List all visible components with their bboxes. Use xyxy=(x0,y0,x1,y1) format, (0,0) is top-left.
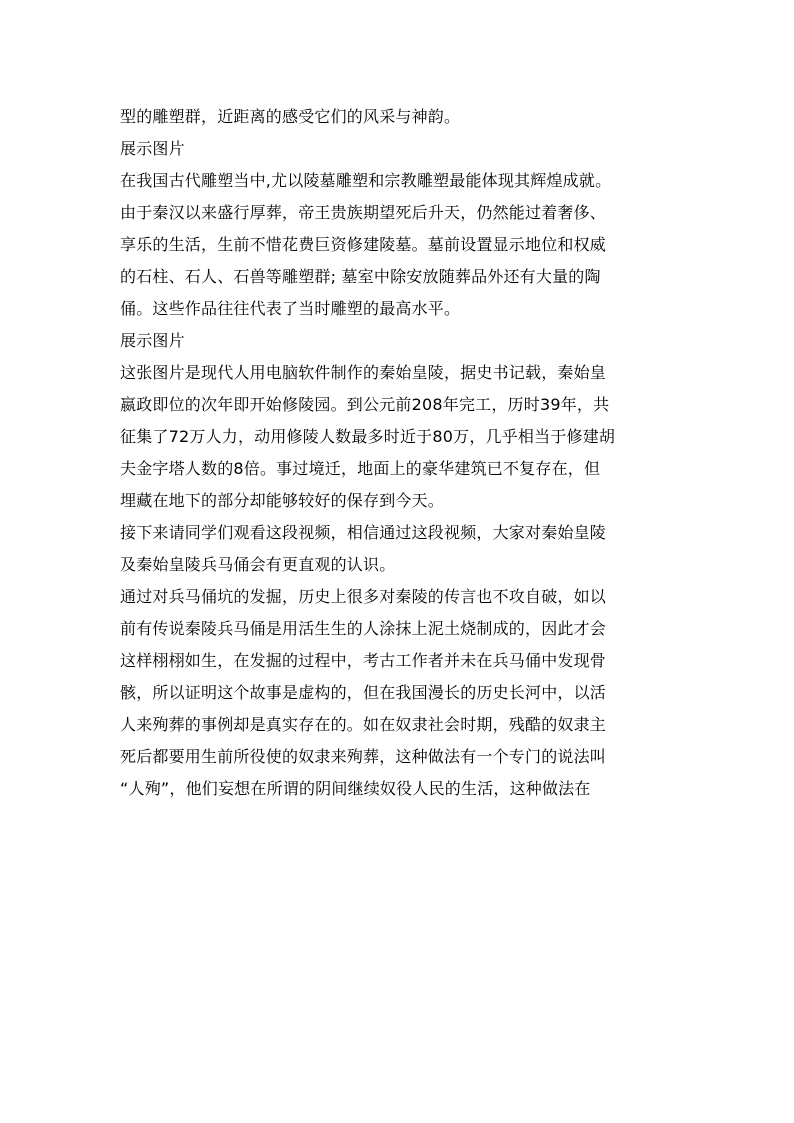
text-line: 及秦始皇陵兵马俑会有更直观的认识。 xyxy=(120,555,396,574)
text-line: 征集了72万人力，动用修陵人数最多时近于80万，几乎相当于修建胡 xyxy=(120,427,616,446)
text-line: 由于秦汉以来盛行厚葬，帝王贵族期望死后升天，仍然能过着奢侈、 xyxy=(120,203,607,222)
text-line: 享乐的生活，生前不惜花费巨资修建陵墓。墓前设置显示地位和权威 xyxy=(120,235,607,254)
text-line: 俑。这些作品往往代表了当时雕塑的最高水平。 xyxy=(120,299,461,318)
text-line: 接下来请同学们观看这段视频，相信通过这段视频，大家对秦始皇陵 xyxy=(120,523,607,542)
text-line: 型的雕塑群，近距离的感受它们的风采与神韵。 xyxy=(120,107,461,126)
text-line: 这张图片是现代人用电脑软件制作的秦始皇陵，据史书记载，秦始皇 xyxy=(120,363,607,382)
text-line: 死后都要用生前所役使的奴隶来殉葬，这种做法有一个专门的说法叫 xyxy=(120,747,607,766)
document-text xyxy=(120,101,680,805)
text-line: 在我国古代雕塑当中,尤以陵墓雕塑和宗教雕塑最能体现其辉煌成就。 xyxy=(120,171,612,190)
text-line-heading: 展示图片 xyxy=(120,331,185,350)
text-line: 的石柱、石人、石兽等雕塑群; 墓室中除安放随葬品外还有大量的陶 xyxy=(120,267,601,286)
text-line: 前有传说秦陵兵马俑是用活生生的人涂抹上泥土烧制成的，因此才会 xyxy=(120,619,607,638)
text-line: 人来殉葬的事例却是真实存在的。如在奴隶社会时期，残酷的奴隶主 xyxy=(120,715,607,734)
text-line: 夫金字塔人数的8倍。事过境迁，地面上的豪华建筑已不复存在，但 xyxy=(120,459,601,478)
text-line: “人殉”，他们妄想在所谓的阴间继续奴役人民的生活，这种做法在 xyxy=(120,779,591,798)
text-line-heading: 展示图片 xyxy=(120,139,185,158)
text-line: 嬴政即位的次年即开始修陵园。到公元前208年完工，历时39年，共 xyxy=(120,395,610,414)
text-line: 骸，所以证明这个故事是虚构的，但在我国漫长的历史长河中，以活 xyxy=(120,683,607,702)
text-line: 这样栩栩如生，在发掘的过程中，考古工作者并未在兵马俑中发现骨 xyxy=(120,651,607,670)
text-line: 埋藏在地下的部分却能够较好的保存到今天。 xyxy=(120,491,445,510)
text-line: 通过对兵马俑坑的发掘，历史上很多对秦陵的传言也不攻自破，如以 xyxy=(120,587,607,606)
